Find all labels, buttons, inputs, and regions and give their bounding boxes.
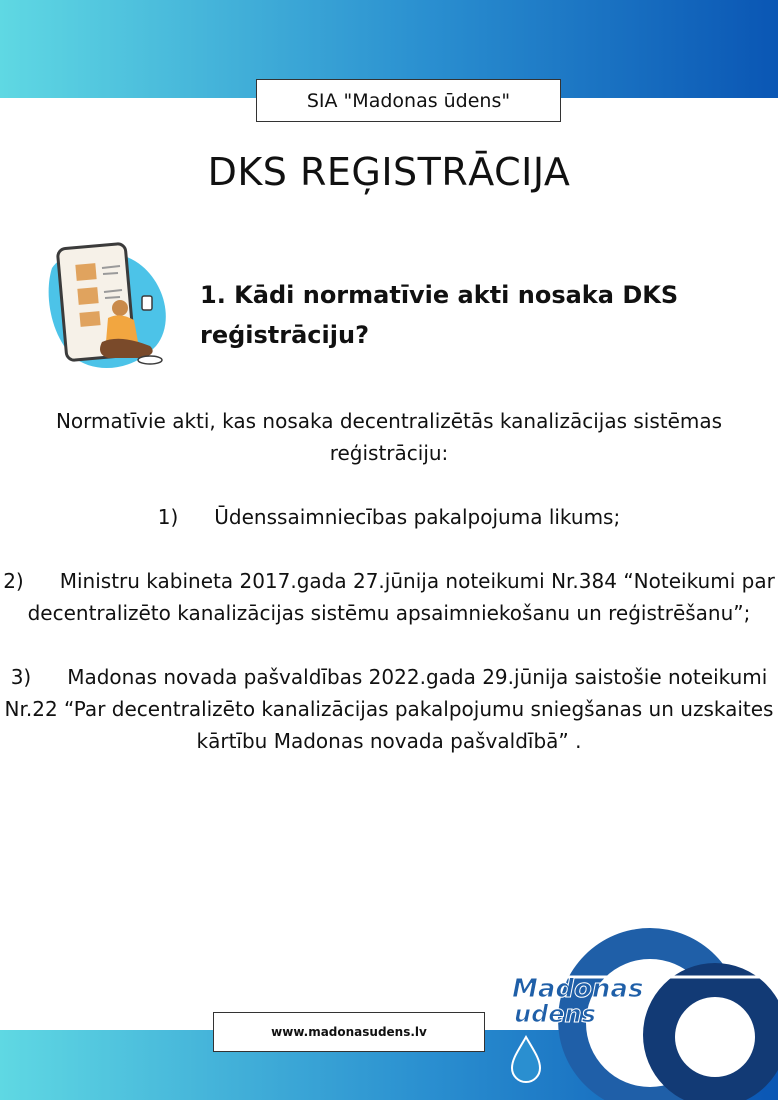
list-item-number: 2) (3, 569, 24, 593)
content-block (0, 405, 778, 789)
list-item-text: Ūdenssaimniecības pakalpojuma likums; (214, 505, 621, 529)
intro-text: Normatīvie akti, kas nosaka decentralizētās kanalizācijas sistēmas reģistrāciju: (55, 409, 723, 465)
logo-text-udens: udens (514, 1000, 596, 1028)
list-item (0, 501, 778, 533)
company-name: SIA "Madonas ūdens" (306, 89, 511, 112)
page-title: DKS REĢISTRĀCIJA (207, 150, 571, 194)
list-item-number: 3) (10, 665, 32, 689)
list-item (0, 661, 778, 757)
company-name-box (256, 79, 561, 122)
list-item-text: Ministru kabineta 2017.gada 27.jūnija noteikumi Nr.384 “Noteikumi par decentralizēto kanalizācijas sistēmu apsaimniekošanu un reģistrēšanu”; (27, 569, 775, 625)
logo-text-madonas: Madonas (512, 974, 644, 1004)
list-item (0, 565, 778, 629)
section-question: 1. Kādi normatīvie akti nosaka DKS reģistrāciju? (200, 281, 679, 349)
phone-shopping-illustration-icon (38, 238, 178, 378)
water-drop-icon (512, 1037, 540, 1082)
list-item-text: Madonas novada pašvaldības 2022.gada 29.jūnija saistošie noteikumi Nr.22 “Par decentralizēto kanalizācijas pakalpojumu sniegšanas un uzskaites kārtību Madonas novada pašvaldībā” . (4, 665, 774, 753)
website-url-box (213, 1012, 485, 1052)
madonas-udens-logo (500, 925, 778, 1100)
list-item-number: 1) (157, 505, 179, 529)
website-url[interactable]: www.madonasudens.lv (271, 1025, 427, 1039)
